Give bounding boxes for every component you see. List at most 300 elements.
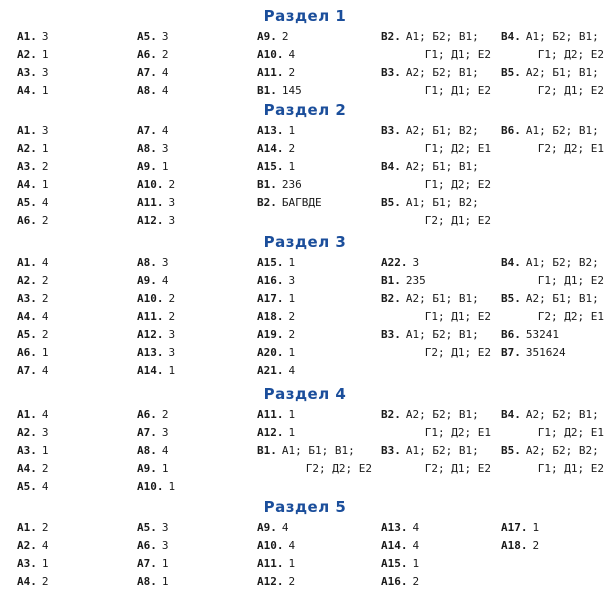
question-number: A16.	[381, 575, 408, 588]
answer-item	[381, 539, 491, 552]
answer-item	[137, 274, 247, 287]
answer-value: А1; Б2; В2;	[525, 256, 599, 269]
question-number: A16.	[257, 274, 284, 287]
answer-item	[17, 30, 127, 43]
answer-value: 4	[41, 364, 49, 377]
question-number: A11.	[257, 66, 284, 79]
answer-value: 1	[168, 480, 176, 493]
question-number: A17.	[257, 292, 284, 305]
answer-item	[257, 292, 372, 305]
answer-item	[17, 364, 127, 377]
answer-value: 1	[532, 521, 540, 534]
answer-item	[381, 575, 491, 588]
answer-item	[381, 196, 491, 227]
answer-value: А1; Б2; В1;	[405, 30, 479, 43]
question-number: A3.	[17, 557, 37, 570]
question-number: A10.	[257, 48, 284, 61]
question-number: A13.	[137, 346, 164, 359]
question-number: A2.	[17, 48, 37, 61]
answer-value: 4	[288, 539, 296, 552]
answer-continuation: Г1; Д1; Е2	[424, 310, 491, 323]
question-number: A1.	[17, 124, 37, 137]
answer-item	[17, 292, 127, 305]
answer-value: 1	[41, 346, 49, 359]
answer-continuation: Г2; Д2; Е1	[537, 310, 604, 323]
answer-item	[257, 364, 372, 377]
answer-item	[137, 30, 247, 43]
answer-item	[257, 48, 372, 61]
answer-value: 3	[161, 142, 169, 155]
answer-item	[137, 124, 247, 137]
question-number: B5.	[501, 292, 521, 305]
answer-item	[17, 462, 127, 475]
answer-value: 1	[41, 142, 49, 155]
answer-item	[137, 462, 247, 475]
question-number: B1.	[381, 274, 401, 287]
question-number: A8.	[137, 142, 157, 155]
answer-value: 2	[288, 66, 296, 79]
question-number: A19.	[257, 328, 284, 341]
answer-value: 3	[168, 346, 176, 359]
answer-item	[257, 274, 372, 287]
question-number: A6.	[137, 539, 157, 552]
answer-item	[17, 557, 127, 570]
answer-value: 1	[41, 178, 49, 191]
answer-item	[501, 346, 604, 359]
question-number: B2.	[381, 30, 401, 43]
question-number: B5.	[381, 196, 401, 209]
answer-value: 1	[288, 292, 296, 305]
answer-item	[17, 310, 127, 323]
answer-value: 1	[412, 557, 420, 570]
question-number: A3.	[17, 160, 37, 173]
question-number: A4.	[17, 178, 37, 191]
answer-item	[17, 256, 127, 269]
question-number: A10.	[137, 480, 164, 493]
answer-value: 3	[288, 274, 296, 287]
question-number: A8.	[137, 256, 157, 269]
answer-value: 3	[161, 426, 169, 439]
question-number: B3.	[381, 66, 401, 79]
question-number: A9.	[137, 160, 157, 173]
question-number: A9.	[257, 521, 277, 534]
answer-value: А1; Б2; В1;	[405, 444, 479, 457]
answer-value: 2	[161, 48, 169, 61]
question-number: B2.	[381, 408, 401, 421]
answer-value: 2	[168, 310, 176, 323]
answer-value: 2	[41, 292, 49, 305]
answer-item	[257, 328, 372, 341]
answer-value: 351624	[525, 346, 566, 359]
answer-item	[137, 408, 247, 421]
answer-value: А1; Б1; В1;	[281, 444, 355, 457]
question-number: A6.	[17, 346, 37, 359]
answer-continuation: Г2; Д2; Е2	[305, 462, 372, 475]
answer-item	[381, 124, 491, 155]
answer-value: 2	[41, 274, 49, 287]
answer-item	[137, 214, 247, 227]
answer-item	[501, 30, 604, 61]
question-number: A3.	[17, 292, 37, 305]
question-number: A3.	[17, 444, 37, 457]
answer-continuation: Г2; Д1; Е2	[537, 84, 604, 97]
answer-value: 3	[161, 256, 169, 269]
answer-value: 2	[41, 575, 49, 588]
answer-value: 3	[41, 30, 49, 43]
answer-value: 4	[41, 310, 49, 323]
answer-value: 4	[41, 480, 49, 493]
question-number: A6.	[137, 48, 157, 61]
question-number: B6.	[501, 124, 521, 137]
question-number: A7.	[137, 557, 157, 570]
answer-item	[17, 328, 127, 341]
answer-value: 1	[288, 426, 296, 439]
question-number: A2.	[17, 426, 37, 439]
answer-value: 1	[288, 160, 296, 173]
answer-value: 4	[412, 539, 420, 552]
answer-item	[381, 557, 491, 570]
answer-item	[17, 521, 127, 534]
question-number: A7.	[137, 66, 157, 79]
answer-value: А2; Б2; В1;	[525, 408, 599, 421]
answer-value: 2	[288, 310, 296, 323]
answer-value: А2; Б2; В2;	[525, 444, 599, 457]
answer-value: 1	[288, 557, 296, 570]
answer-item	[257, 124, 372, 137]
answer-value: 1	[161, 462, 169, 475]
answer-value: 1	[168, 364, 176, 377]
answer-value: 3	[161, 539, 169, 552]
answer-value: А2; Б1; В1;	[525, 292, 599, 305]
answer-item	[17, 480, 127, 493]
question-number: A2.	[17, 142, 37, 155]
answer-value: 4	[281, 521, 289, 534]
answer-value: 2	[41, 160, 49, 173]
answer-value: 145	[281, 84, 302, 97]
question-number: A11.	[137, 310, 164, 323]
question-number: A9.	[257, 30, 277, 43]
question-number: A15.	[257, 160, 284, 173]
answer-value: А2; Б1; В2;	[405, 124, 479, 137]
question-number: A14.	[257, 142, 284, 155]
question-number: A8.	[137, 84, 157, 97]
question-number: A5.	[137, 521, 157, 534]
question-number: B1.	[257, 178, 277, 191]
answer-item	[137, 557, 247, 570]
answer-item	[257, 310, 372, 323]
question-number: A17.	[501, 521, 528, 534]
answer-value: 3	[41, 426, 49, 439]
section-heading: Раздел 4	[263, 385, 347, 403]
question-number: A5.	[17, 328, 37, 341]
question-number: A3.	[17, 66, 37, 79]
question-number: A4.	[17, 462, 37, 475]
answer-item	[137, 575, 247, 588]
question-number: A18.	[257, 310, 284, 323]
answer-value: 236	[281, 178, 302, 191]
answer-item	[257, 539, 372, 552]
question-number: B4.	[501, 256, 521, 269]
answer-item	[257, 426, 372, 439]
answer-value: 2	[288, 142, 296, 155]
answer-item	[501, 66, 604, 97]
question-number: B3.	[381, 444, 401, 457]
section-heading: Раздел 2	[263, 101, 347, 119]
answer-item	[137, 66, 247, 79]
answer-item	[17, 444, 127, 457]
answer-item	[137, 142, 247, 155]
answer-value: 2	[281, 30, 289, 43]
answer-value: 1	[288, 256, 296, 269]
question-number: A15.	[257, 256, 284, 269]
question-number: A5.	[17, 196, 37, 209]
question-number: A12.	[257, 426, 284, 439]
answer-value: 3	[412, 256, 420, 269]
answer-item	[17, 539, 127, 552]
answer-item	[257, 66, 372, 79]
answer-value: 1	[41, 444, 49, 457]
answer-item	[257, 557, 372, 570]
answer-item	[17, 274, 127, 287]
question-number: A15.	[381, 557, 408, 570]
answer-item	[501, 408, 604, 439]
question-number: B2.	[381, 292, 401, 305]
question-number: A8.	[137, 444, 157, 457]
answer-item	[137, 480, 247, 493]
answer-item	[381, 256, 491, 269]
answer-item	[381, 274, 491, 287]
answer-item	[257, 178, 372, 191]
answer-value: 2	[168, 178, 176, 191]
answer-continuation: Г2; Д1; Е2	[424, 346, 491, 359]
answer-item	[381, 408, 491, 439]
question-number: B1.	[257, 84, 277, 97]
answer-value: 4	[161, 84, 169, 97]
question-number: A10.	[257, 539, 284, 552]
question-number: A10.	[137, 178, 164, 191]
answer-item	[17, 426, 127, 439]
question-number: A20.	[257, 346, 284, 359]
answer-value: 2	[41, 521, 49, 534]
answer-value: 53241	[525, 328, 559, 341]
question-number: A4.	[17, 84, 37, 97]
question-number: B1.	[257, 444, 277, 457]
question-number: B6.	[501, 328, 521, 341]
answer-value: 1	[161, 160, 169, 173]
question-number: A1.	[17, 30, 37, 43]
answer-continuation: Г1; Д1; Е2	[537, 274, 604, 287]
answer-continuation: Г2; Д2; Е1	[537, 142, 604, 155]
answer-continuation: Г1; Д1; Е2	[537, 462, 604, 475]
answer-item	[381, 66, 491, 97]
question-number: A6.	[137, 408, 157, 421]
question-number: B7.	[501, 346, 521, 359]
answer-item	[381, 328, 491, 359]
answer-value: 2	[41, 328, 49, 341]
answer-item	[501, 292, 604, 323]
question-number: A7.	[17, 364, 37, 377]
answer-continuation: Г2; Д1; Е2	[424, 462, 491, 475]
question-number: A7.	[137, 124, 157, 137]
question-number: A9.	[137, 462, 157, 475]
answer-item	[257, 160, 372, 173]
answer-value: 4	[161, 274, 169, 287]
question-number: B3.	[381, 328, 401, 341]
question-number: A12.	[137, 214, 164, 227]
question-number: A4.	[17, 575, 37, 588]
answer-continuation: Г1; Д2; Е2	[537, 48, 604, 61]
answer-item	[137, 346, 247, 359]
question-number: A21.	[257, 364, 284, 377]
answer-item	[381, 292, 491, 323]
answer-value: 3	[161, 521, 169, 534]
question-number: A1.	[17, 521, 37, 534]
answer-item	[137, 48, 247, 61]
answer-item	[137, 364, 247, 377]
answer-value: 3	[168, 196, 176, 209]
answer-value: А2; Б1; В1;	[405, 160, 479, 173]
answer-value: 235	[405, 274, 426, 287]
answer-value: 4	[41, 256, 49, 269]
answer-item	[257, 444, 372, 475]
answer-item	[137, 521, 247, 534]
answer-item	[137, 160, 247, 173]
answer-continuation: Г1; Д2; Е2	[424, 178, 491, 191]
answer-value: 1	[161, 575, 169, 588]
answer-value: 1	[161, 557, 169, 570]
answer-value: А2; Б1; В1;	[405, 292, 479, 305]
answer-value: 3	[41, 66, 49, 79]
answer-value: А2; Б2; В1;	[405, 66, 479, 79]
answer-item	[137, 539, 247, 552]
answer-value: 3	[41, 124, 49, 137]
answer-value: 3	[168, 328, 176, 341]
answer-value: А1; Б1; В2;	[405, 196, 479, 209]
answer-value: 1	[288, 124, 296, 137]
answer-value: 4	[161, 66, 169, 79]
section-heading: Раздел 5	[263, 498, 347, 516]
answer-item	[257, 84, 372, 97]
answer-item	[17, 214, 127, 227]
answer-item	[381, 160, 491, 191]
answer-value: А1; Б2; В1;	[525, 30, 599, 43]
answer-item	[137, 84, 247, 97]
answer-item	[501, 124, 604, 155]
answer-value: 4	[41, 539, 49, 552]
answer-item	[17, 160, 127, 173]
answer-continuation: Г1; Д1; Е2	[424, 84, 491, 97]
answer-value: 2	[288, 575, 296, 588]
section-heading: Раздел 3	[263, 233, 347, 251]
answer-value: 2	[41, 214, 49, 227]
answer-item	[501, 444, 604, 475]
answer-item	[17, 408, 127, 421]
question-number: A11.	[257, 408, 284, 421]
answer-item	[17, 575, 127, 588]
answer-value: 1	[41, 557, 49, 570]
question-number: A14.	[381, 539, 408, 552]
answer-item	[501, 256, 604, 287]
question-number: A10.	[137, 292, 164, 305]
question-number: A6.	[17, 214, 37, 227]
question-number: A2.	[17, 539, 37, 552]
question-number: A13.	[257, 124, 284, 137]
answer-value: 4	[41, 408, 49, 421]
answer-value: А2; Б2; В1;	[405, 408, 479, 421]
answer-item	[137, 310, 247, 323]
answer-item	[257, 521, 372, 534]
answer-item	[137, 292, 247, 305]
question-number: A1.	[17, 256, 37, 269]
answer-item	[137, 328, 247, 341]
question-number: A12.	[257, 575, 284, 588]
answer-item	[137, 196, 247, 209]
answer-item	[257, 408, 372, 421]
question-number: A11.	[257, 557, 284, 570]
question-number: A1.	[17, 408, 37, 421]
answer-value: 2	[41, 462, 49, 475]
question-number: A5.	[137, 30, 157, 43]
answer-value: 4	[288, 48, 296, 61]
answer-item	[17, 84, 127, 97]
question-number: B2.	[257, 196, 277, 209]
answer-item	[381, 30, 491, 61]
answer-item	[501, 539, 604, 552]
question-number: A11.	[137, 196, 164, 209]
answer-value: 3	[161, 30, 169, 43]
answer-continuation: Г1; Д2; Е1	[424, 426, 491, 439]
question-number: A13.	[381, 521, 408, 534]
answer-item	[17, 66, 127, 79]
question-number: B5.	[501, 66, 521, 79]
answer-value: 4	[161, 444, 169, 457]
question-number: A9.	[137, 274, 157, 287]
answer-item	[257, 30, 372, 43]
answer-item	[381, 521, 491, 534]
answer-item	[17, 124, 127, 137]
answer-item	[501, 328, 604, 341]
answer-item	[381, 444, 491, 475]
question-number: A5.	[17, 480, 37, 493]
answer-item	[17, 142, 127, 155]
answer-value: А2; Б1; В1;	[525, 66, 599, 79]
answer-value: 1	[41, 84, 49, 97]
answer-item	[501, 521, 604, 534]
answer-continuation: Г1; Д1; Е2	[424, 48, 491, 61]
answer-value: 3	[168, 214, 176, 227]
answer-value: 1	[288, 346, 296, 359]
question-number: A18.	[501, 539, 528, 552]
answer-item	[137, 256, 247, 269]
answer-continuation: Г1; Д2; Е1	[424, 142, 491, 155]
question-number: B5.	[501, 444, 521, 457]
answer-value: А1; Б2; В1;	[405, 328, 479, 341]
answer-item	[137, 178, 247, 191]
question-number: A14.	[137, 364, 164, 377]
answer-item	[17, 48, 127, 61]
answer-value: 2	[288, 328, 296, 341]
answer-item	[257, 196, 372, 209]
question-number: A8.	[137, 575, 157, 588]
question-number: A12.	[137, 328, 164, 341]
answer-value: 4	[41, 196, 49, 209]
question-number: B3.	[381, 124, 401, 137]
answer-value: 2	[161, 408, 169, 421]
answer-value: А1; Б2; В1;	[525, 124, 599, 137]
question-number: A2.	[17, 274, 37, 287]
answer-value: 2	[412, 575, 420, 588]
answer-value: 1	[41, 48, 49, 61]
